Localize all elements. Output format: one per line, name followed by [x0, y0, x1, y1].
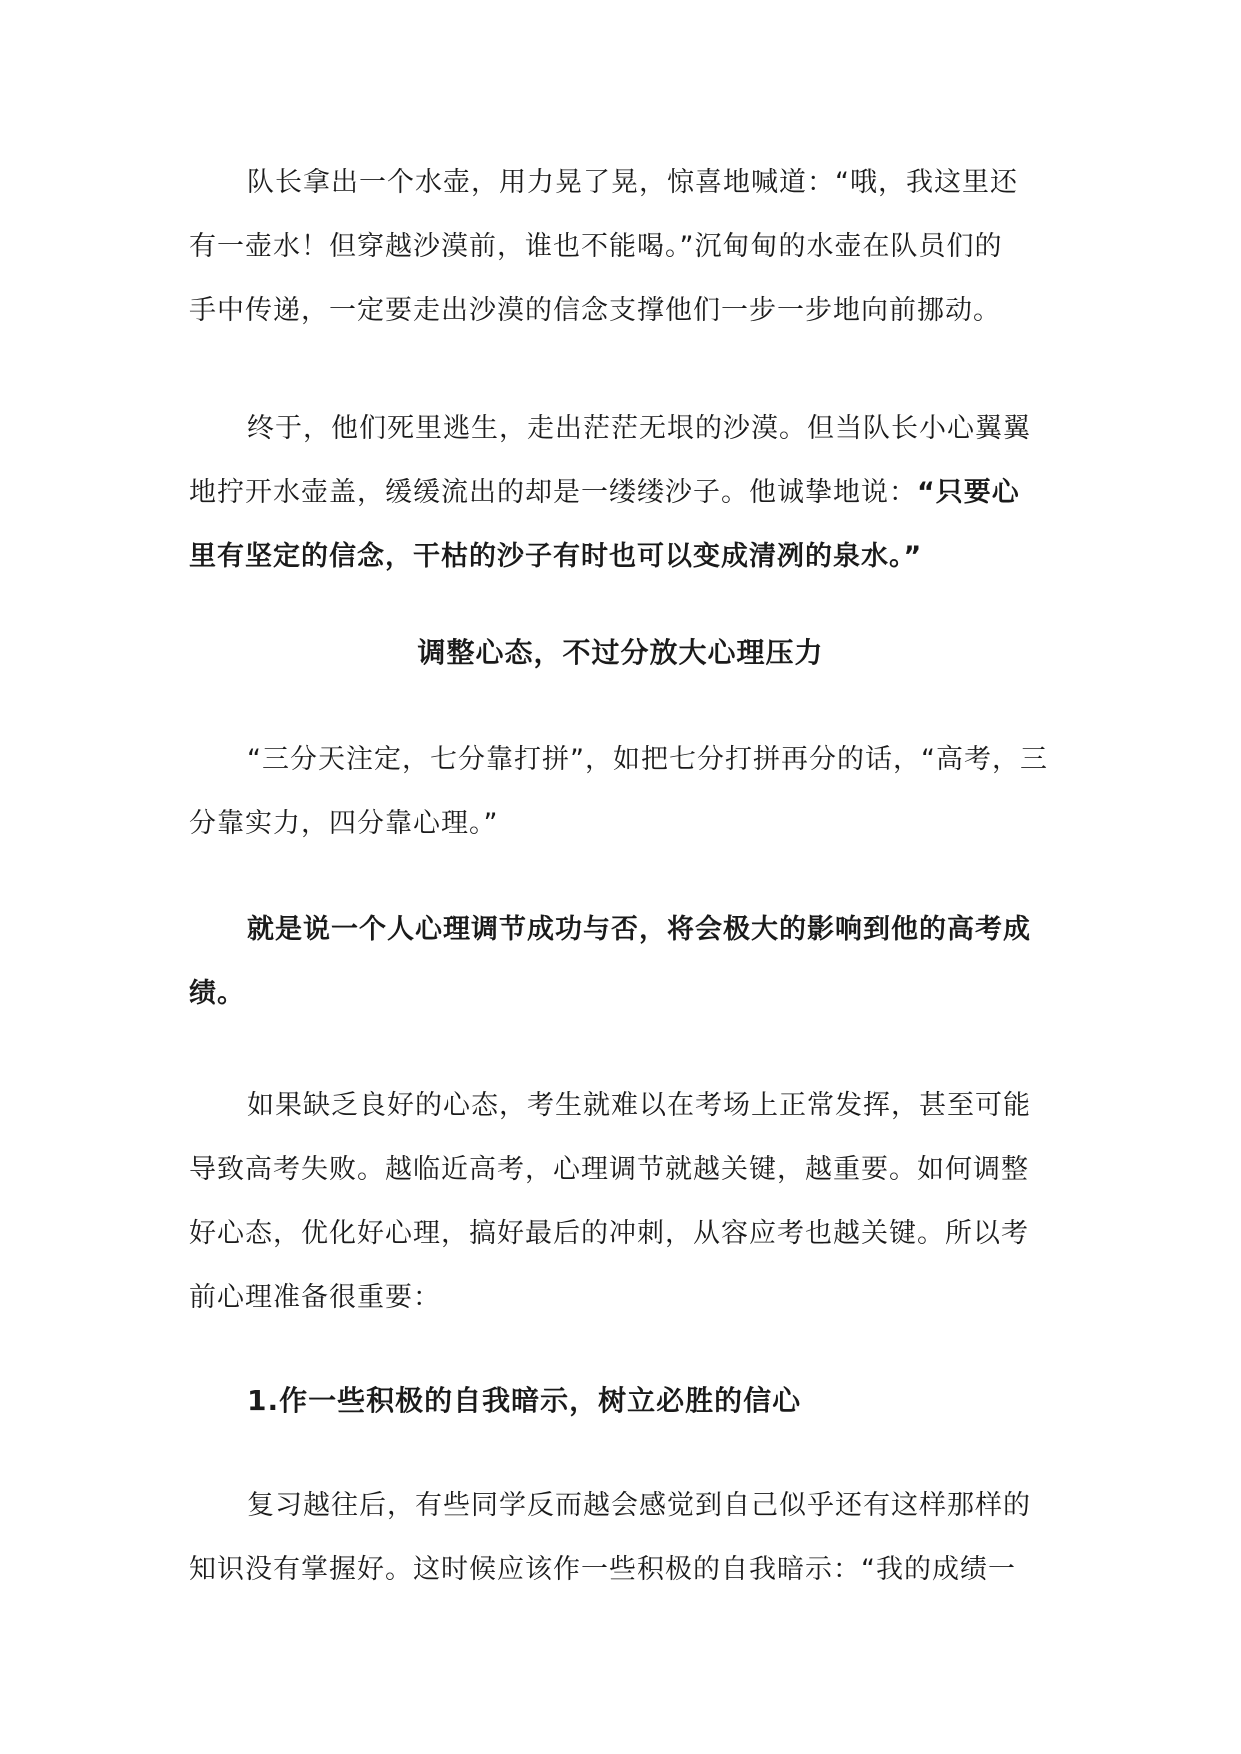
paragraph-escape-desert: [189, 397, 1049, 589]
paragraph-line: 前心理准备很重要：: [189, 1282, 441, 1313]
paragraph-line-mixed: [189, 461, 1049, 525]
paragraph-proverb: [189, 728, 1049, 856]
emphasized-quote: 里有坚定的信念，干枯的沙子有时也可以变成清冽的泉水。”: [189, 541, 923, 572]
paragraph-text: 地拧开水壶盖，缓缓流出的却是一缕缕沙子。他诚挚地说：: [189, 477, 917, 508]
paragraph-line: 就是说一个人心理调节成功与否，将会极大的影响到他的高考成: [247, 914, 1031, 945]
paragraph-line: 复习越往后，有些同学反而越会感觉到自己似乎还有这样那样的: [247, 1490, 1031, 1521]
paragraph-line: 绩。: [189, 978, 245, 1009]
paragraph-line: 有一壶水！但穿越沙漠前，谁也不能喝。”沉甸甸的水壶在队员们的: [189, 231, 1003, 262]
emphasized-quote: “只要心: [917, 477, 1020, 508]
paragraph-line: 知识没有掌握好。这时候应该作一些积极的自我暗示：“我的成绩一: [189, 1554, 1016, 1585]
paragraph-self-suggestion: [189, 1474, 1049, 1602]
paragraph-captain-water-bottle: [189, 151, 1049, 343]
paragraph-line: 手中传递，一定要走出沙漠的信念支撑他们一步一步地向前挪动。: [189, 295, 1001, 326]
paragraph-line: 导致高考失败。越临近高考，心理调节就越关键，越重要。如何调整: [189, 1154, 1029, 1185]
paragraph-line: 队长拿出一个水壶，用力晃了晃，惊喜地喊道：“哦，我这里还: [247, 167, 1018, 198]
section-heading: 调整心态，不过分放大心理压力: [417, 636, 824, 669]
paragraph-line: “三分天注定，七分靠打拼”，如把七分打拼再分的话，“高考，三: [247, 744, 1048, 775]
paragraph-line: 如果缺乏良好的心态，考生就难以在考场上正常发挥，甚至可能: [247, 1090, 1031, 1121]
paragraph-emphasis: [189, 898, 1049, 1026]
paragraph-line: 终于，他们死里逃生，走出茫茫无垠的沙漠。但当队长小心翼翼: [247, 413, 1031, 444]
numbered-subheading: 1.作一些积极的自我暗示，树立必胜的信心: [247, 1384, 802, 1417]
paragraph-line: 分靠实力，四分靠心理。”: [189, 808, 499, 839]
paragraph-line: 好心态，优化好心理，搞好最后的冲刺，从容应考也越关键。所以考: [189, 1218, 1029, 1249]
paragraph-mindset: [189, 1074, 1049, 1330]
